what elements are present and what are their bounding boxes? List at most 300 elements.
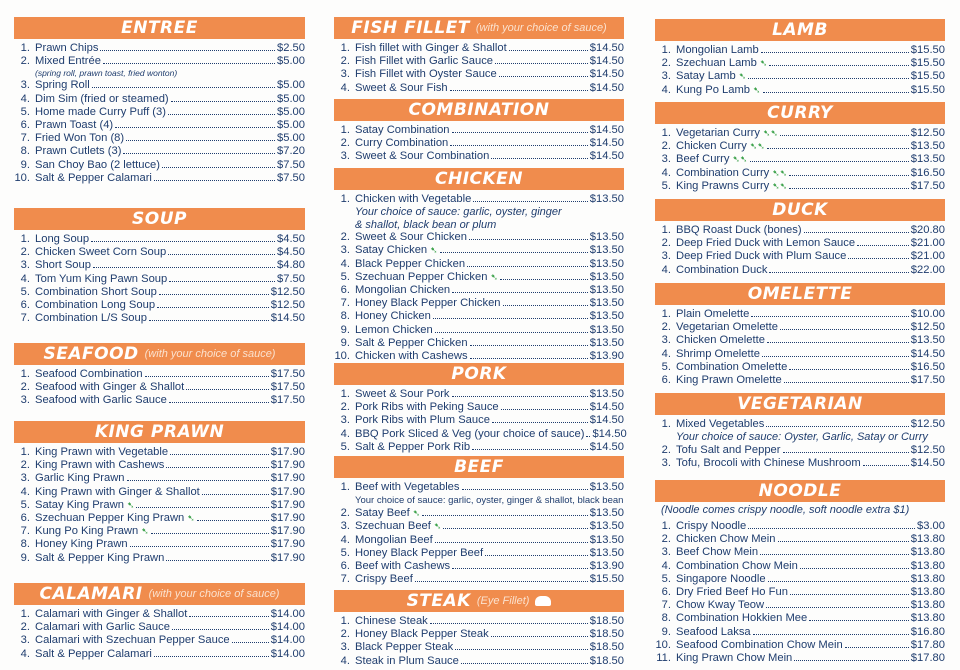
item-price: $21.00 [910, 237, 945, 250]
item-number: 5. [340, 440, 350, 453]
item-price: $13.50 [589, 310, 624, 323]
item-price: $5.00 [277, 79, 305, 92]
item-price: $13.80 [910, 533, 945, 546]
menu-item [14, 79, 305, 92]
menu-item [14, 172, 305, 185]
item-name: Prawn Chips [35, 42, 99, 54]
item-price: $16.50 [910, 360, 945, 373]
leader-dots [761, 52, 909, 53]
chili-icon: ➷➷ [762, 128, 779, 138]
item-price: $2.50 [277, 42, 305, 54]
leader-dots [789, 369, 908, 370]
item-name: Salt & Pepper King Prawn [35, 551, 165, 564]
item-price: $12.50 [910, 127, 945, 139]
menu-item [14, 512, 305, 525]
item-number: 2. [340, 401, 350, 414]
section-subtitle: (Eye Fillet) [476, 595, 530, 607]
menu-section-beef [334, 456, 624, 586]
item-name: Kung Po Lamb [676, 83, 751, 96]
menu-item [14, 648, 305, 661]
section-title: CURRY [767, 103, 833, 123]
menu-item [655, 546, 945, 559]
item-price: $5.00 [277, 132, 305, 145]
menu-items [334, 42, 624, 95]
item-name: Tofu, Brocoli with Chinese Mushroom [676, 457, 861, 470]
item-name: Mongolian Chicken [355, 283, 451, 296]
item-number: 1. [340, 615, 350, 627]
leader-dots [440, 252, 588, 253]
leader-dots [763, 92, 909, 93]
item-price: $12.50 [270, 285, 305, 298]
item-name: Chicken with Cashews [355, 349, 468, 362]
menu-section-entree [14, 17, 305, 185]
item-name: Satay Chicken [355, 244, 428, 257]
leader-dots [753, 634, 909, 635]
leader-dots [172, 629, 269, 630]
item-price: $17.80 [910, 651, 945, 664]
menu-item [655, 639, 945, 652]
item-number: 2. [20, 459, 30, 472]
menu-section-seafood [14, 343, 305, 408]
leader-dots [470, 358, 588, 359]
item-price: $14.50 [589, 401, 624, 414]
chili-icon: ➷ [433, 521, 442, 532]
leader-dots [766, 426, 908, 427]
menu-items [655, 418, 945, 471]
item-name: King Prawns Curry [676, 179, 770, 192]
item-name: Beef with Cashews [355, 559, 451, 572]
item-number: 1. [340, 388, 350, 400]
chili-icon: ➷ [490, 271, 499, 282]
section-header [14, 421, 305, 443]
item-number: 7. [20, 525, 30, 538]
chili-icon: ➷➷ [772, 167, 788, 178]
item-name: Deep Fried Duck with Lemon Sauce [676, 237, 856, 250]
item-price: $14.50 [589, 414, 624, 427]
menu-section-calamari [14, 583, 305, 661]
item-price: $13.50 [589, 336, 624, 349]
item-name: Salt & Pepper Calamari [35, 171, 152, 184]
leader-dots [784, 382, 909, 383]
item-number: 1. [20, 368, 30, 380]
menu-items [14, 446, 305, 565]
item-name: Long Soup [35, 233, 90, 245]
item-price: $13.50 [589, 283, 624, 296]
leader-dots [127, 480, 269, 481]
item-name: Fried Won Ton (8) [35, 132, 125, 145]
item-price: $14.00 [270, 621, 305, 634]
leader-dots [415, 581, 588, 582]
leader-dots [151, 533, 269, 534]
menu-items [655, 308, 945, 387]
leader-dots [470, 345, 588, 346]
menu-item [655, 612, 945, 625]
leader-dots [189, 616, 268, 617]
item-name: Sweet & Sour Chicken [355, 231, 467, 244]
leader-dots [154, 656, 269, 657]
item-price: $13.50 [589, 231, 624, 244]
item-price: $5.00 [277, 105, 305, 118]
menu-section-pork [334, 363, 627, 454]
leader-dots [769, 272, 908, 273]
leader-dots [422, 515, 588, 516]
leader-dots [783, 452, 909, 453]
item-number: 3. [661, 546, 671, 559]
item-price: $13.80 [910, 585, 945, 598]
item-number: 10. [14, 171, 30, 184]
chili-icon: ➷ [759, 58, 768, 69]
section-header [334, 99, 624, 121]
menu-item [334, 628, 624, 641]
leader-dots [751, 316, 908, 317]
item-number: 6. [20, 511, 30, 524]
item-price: $13.80 [910, 559, 945, 572]
item-number: 2. [661, 444, 671, 457]
item-number: 3. [661, 70, 671, 83]
item-number: 2. [20, 621, 30, 634]
menu-item [655, 70, 945, 83]
leader-dots [804, 232, 909, 233]
item-number: 4. [661, 263, 671, 276]
item-number: 5. [340, 546, 350, 559]
item-number: 6. [661, 585, 671, 598]
leader-dots [780, 329, 909, 330]
item-number: 10. [334, 349, 350, 362]
item-price: $17.90 [270, 485, 305, 498]
item-price: $12.50 [910, 321, 945, 334]
item-number: 3. [340, 68, 350, 81]
item-number: 7. [20, 132, 30, 145]
item-name: King Prawn Omelette [676, 373, 782, 386]
leader-dots [491, 636, 588, 637]
item-name: Dry Fried Beef Ho Fun [676, 585, 788, 598]
leader-dots [491, 158, 587, 159]
menu-item [334, 258, 624, 271]
menu-item [334, 573, 624, 586]
section-header [334, 17, 624, 39]
menu-item [655, 153, 945, 166]
item-number: 2. [340, 137, 350, 150]
menu-item [14, 608, 305, 621]
item-name: Seafood with Ginger & Shallot [35, 381, 185, 394]
item-name: Szechuan Pepper Chicken [355, 270, 488, 283]
menu-item [334, 55, 624, 68]
leader-dots [450, 90, 588, 91]
item-name: Mongolian Beef [355, 533, 433, 546]
section-header [655, 480, 945, 502]
leader-dots [501, 409, 588, 410]
menu-item [334, 244, 624, 257]
item-name: Combination Short Soup [35, 285, 157, 298]
menu-item [334, 324, 624, 337]
item-price: $17.90 [270, 472, 305, 485]
menu-item [334, 547, 624, 560]
item-name: Honey Black Pepper Steak [355, 628, 489, 641]
item-number: 4. [661, 347, 671, 360]
item-price: $13.50 [589, 297, 624, 310]
menu-items [14, 42, 305, 185]
item-price: $21.00 [910, 250, 945, 263]
item-name: Singapore Noodle [676, 572, 766, 585]
item-number: 1. [661, 127, 671, 139]
item-price: $14.50 [910, 347, 945, 360]
chili-icon: ➷ [738, 71, 747, 82]
item-name: Combination L/S Soup [35, 312, 147, 325]
item-number: 3. [661, 457, 671, 470]
leader-dots [767, 342, 909, 343]
section-header [14, 17, 305, 39]
menu-section-steak [334, 590, 624, 668]
leader-dots [495, 63, 588, 64]
menu-item [14, 472, 305, 485]
menu-item [655, 44, 945, 57]
menu-items [14, 233, 305, 325]
item-name: Chow Kway Teow [676, 599, 765, 612]
item-name: Honey Chicken [355, 310, 431, 323]
menu-item [655, 361, 945, 374]
menu-item [334, 655, 624, 668]
menu-item [334, 507, 624, 520]
item-price: $4.80 [277, 259, 305, 272]
menu-item [14, 132, 305, 145]
item-price: $13.50 [589, 533, 624, 546]
item-number: 4. [20, 647, 30, 660]
section-subtitle: (with your choice of sauce) [475, 22, 607, 34]
leader-dots [452, 396, 588, 397]
item-number: 5. [661, 179, 671, 192]
menu-items [655, 224, 945, 277]
item-price: $5.00 [277, 92, 305, 105]
menu-item [655, 533, 945, 546]
item-number: 4. [20, 485, 30, 498]
menu-item [14, 119, 305, 132]
item-price: $14.50 [589, 81, 624, 94]
leader-dots [586, 436, 590, 437]
item-price: $13.50 [589, 507, 624, 520]
item-name: Combination Curry [676, 166, 770, 179]
section-header [334, 168, 624, 190]
leader-dots [202, 494, 269, 495]
section-title: BEEF [454, 457, 504, 477]
menu-item [655, 237, 945, 250]
leader-dots [485, 555, 588, 556]
item-number: 2. [340, 507, 350, 520]
item-name: Combination Long Soup [35, 298, 156, 311]
leader-dots [232, 642, 269, 643]
menu-item [655, 180, 945, 193]
menu-item [14, 634, 305, 647]
item-number: 1. [20, 233, 30, 245]
menu-item [14, 538, 305, 551]
menu-item [655, 321, 945, 334]
item-price: $14.00 [270, 608, 305, 620]
leader-dots [492, 422, 588, 423]
item-name: Salt & Pepper Chicken [355, 336, 468, 349]
item-number: 4. [340, 427, 350, 440]
item-name: Prawn Cutlets (3) [35, 145, 122, 158]
item-number: 8. [661, 612, 671, 625]
item-number: 1. [340, 124, 350, 136]
item-name: Crispy Beef [355, 573, 413, 586]
item-price: $22.00 [910, 263, 945, 276]
item-price: $7.20 [277, 145, 305, 158]
item-name: Fish Fillet with Garlic Sauce [355, 55, 494, 68]
section-title: SEAFOOD [43, 344, 139, 364]
leader-dots [768, 581, 909, 582]
item-price: $16.80 [910, 625, 945, 638]
menu-items [655, 44, 945, 97]
menu-item [14, 446, 305, 459]
menu-item [334, 337, 624, 350]
item-name: Pork Ribs with Peking Sauce [355, 401, 499, 414]
menu-item [334, 641, 624, 654]
menu-item [655, 520, 945, 533]
menu-items [334, 481, 624, 586]
menu-item [334, 414, 624, 427]
item-number: 10. [655, 638, 671, 651]
item-name: Vegetarian Omelette [676, 321, 778, 334]
item-number: 8. [20, 538, 30, 551]
menu-item [334, 560, 624, 573]
item-name: BBQ Pork Sliced & Veg (your choice of sauce) [355, 427, 585, 440]
item-price: $17.90 [270, 511, 305, 524]
item-price: $16.50 [910, 166, 945, 179]
chili-icon: ➷ [126, 499, 135, 510]
menu-item [14, 368, 305, 381]
section-title: ENTREE [121, 18, 198, 38]
leader-dots [149, 320, 269, 321]
item-number: 4. [661, 166, 671, 179]
item-price: $13.50 [589, 257, 624, 270]
menu-section-vegetarian [655, 393, 945, 471]
menu-item [655, 652, 945, 665]
chili-icon: ➷➷ [772, 180, 788, 191]
leader-dots [790, 594, 909, 595]
section-title: CHICKEN [434, 169, 524, 189]
item-number: 1. [20, 42, 30, 54]
leader-dots [92, 87, 275, 88]
item-number: 3. [20, 394, 30, 407]
item-name: Mixed Entrée [35, 55, 101, 68]
item-number: 2. [340, 628, 350, 641]
menu-section-combination [334, 99, 624, 164]
menu-item [14, 312, 305, 325]
menu-item [655, 140, 945, 153]
menu-item [14, 259, 305, 272]
section-title: NOODLE [758, 481, 842, 501]
item-price: $15.50 [589, 573, 624, 586]
item-price: $14.50 [270, 312, 305, 325]
item-price: $17.50 [270, 381, 305, 394]
item-number: 4. [340, 654, 350, 667]
item-price: $14.50 [589, 137, 624, 150]
item-price: $18.50 [589, 615, 624, 627]
item-price: $13.50 [589, 546, 624, 559]
leader-dots [472, 449, 588, 450]
menu-item [655, 444, 945, 457]
item-number: 5. [661, 572, 671, 585]
item-name: Beef with Vegetables [355, 481, 460, 493]
item-price: $13.80 [910, 612, 945, 625]
item-number: 2. [20, 381, 30, 394]
item-number: 4. [661, 559, 671, 572]
item-price: $12.50 [270, 298, 305, 311]
menu-item [655, 250, 945, 263]
item-name: Combination Omelette [676, 360, 788, 373]
item-number: 5. [661, 360, 671, 373]
menu-item [334, 124, 624, 137]
item-price: $15.50 [910, 57, 945, 70]
item-price: $17.90 [270, 551, 305, 564]
leader-dots [130, 546, 269, 547]
menu-item [655, 599, 945, 612]
menu-item [655, 84, 945, 97]
item-price: $17.90 [270, 459, 305, 472]
leader-dots [169, 281, 275, 282]
item-name: Chicken Chow Mein [676, 533, 776, 546]
item-name: Black Pepper Steak [355, 641, 454, 654]
leader-dots [157, 307, 269, 308]
item-name: Combination Chow Mein [676, 559, 798, 572]
menu-section-lamb [655, 19, 945, 97]
item-price: $13.50 [589, 520, 624, 533]
item-number: 7. [661, 599, 671, 612]
leader-dots [509, 50, 588, 51]
leader-dots [435, 332, 588, 333]
menu-item [655, 457, 945, 470]
menu-item [655, 374, 945, 387]
item-price: $14.50 [589, 124, 624, 136]
menu-item [14, 499, 305, 512]
item-number: 3. [340, 414, 350, 427]
leader-dots [100, 50, 275, 51]
item-name: Calamari with Garlic Sauce [35, 621, 170, 634]
menu-item [334, 68, 624, 81]
menu-item [14, 486, 305, 499]
menu-item [334, 534, 624, 547]
menu-section-duck [655, 199, 945, 277]
item-price: $18.50 [589, 641, 624, 654]
menu-item [14, 286, 305, 299]
item-number: 1. [661, 44, 671, 56]
item-price: $17.90 [270, 446, 305, 458]
item-name: King Prawn with Cashews [35, 459, 165, 472]
menu-section-omelette [655, 283, 945, 387]
item-number: 2. [661, 533, 671, 546]
leader-dots [433, 318, 588, 319]
item-price: $13.80 [910, 599, 945, 612]
leader-dots [123, 153, 275, 154]
leader-dots [462, 489, 588, 490]
item-number: 2. [20, 55, 30, 68]
item-note: Your choice of sauce: Oyster, Garlic, Satay or Curry [676, 431, 928, 444]
item-price: $13.50 [589, 481, 624, 493]
leader-dots [760, 554, 909, 555]
item-name: Honey King Prawn [35, 538, 128, 551]
leader-dots [789, 175, 908, 176]
item-number: 3. [20, 472, 30, 485]
leader-dots [766, 607, 909, 608]
item-name: Satay King Prawn [35, 498, 124, 511]
menu-item [334, 401, 624, 414]
menu-item [655, 264, 945, 277]
leader-dots [91, 241, 275, 242]
item-name: San Choy Bao (2 lettuce) [35, 158, 160, 171]
menu-item [14, 145, 305, 158]
chef-hat-icon [535, 596, 551, 606]
item-name: Seafood with Garlic Sauce [35, 394, 167, 407]
leader-dots [750, 161, 909, 162]
